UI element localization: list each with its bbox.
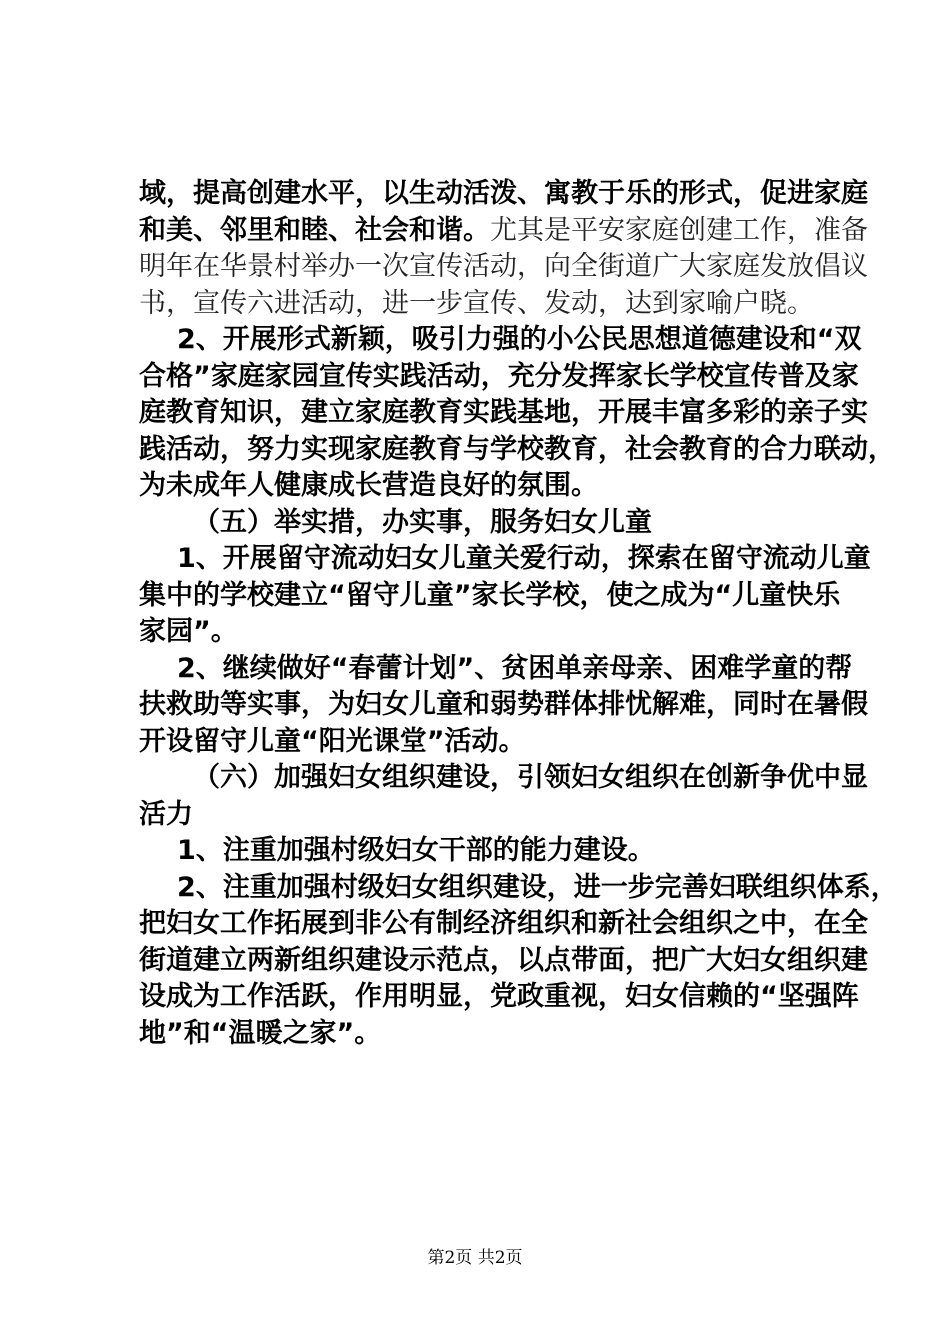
paragraph-line: 2、注重加强村级妇女组织建设，进一步完善妇联组织体系，: [177, 871, 898, 903]
paragraph-line: 街道建立两新组织建设示范点，以点带面，把广大妇女组织建: [139, 944, 868, 976]
paragraph-line: 设成为工作活跃，作用明显，党政重视，妇女信赖的“坚强阵: [139, 981, 859, 1012]
paragraph-line: 为未成年人健康成长营造良好的氛围。: [139, 470, 598, 501]
section-heading: 活力: [139, 798, 193, 830]
paragraph-line-bold-part: 和美、邻里和睦、社会和谐。: [139, 214, 490, 246]
page-number-footer: 第2页 共2页: [427, 1248, 523, 1268]
paragraph-line: 合格”家庭家园宣传实践活动，充分发挥家长学校宣传普及家: [139, 360, 859, 392]
paragraph-line: 地”和“温暖之家”。: [139, 1017, 382, 1049]
paragraph-line: 庭教育知识，建立家庭教育实践基地，开展丰富多彩的亲子实: [139, 397, 868, 428]
paragraph-line: [139, 213, 868, 250]
document-body: [139, 176, 898, 1052]
section-heading: （五）举实措，办实事，服务妇女儿童: [193, 506, 652, 538]
section-heading: （六）加强妇女组织建设，引领妇女组织在创新争优中显: [193, 762, 868, 793]
paragraph-line: 2、开展形式新颖，吸引力强的小公民思想道德建设和“双: [177, 324, 862, 355]
paragraph-line: 1、开展留守流动妇女儿童关爱行动，探索在留守流动儿童: [177, 543, 871, 574]
paragraph-line-light-part: 尤其是平安家庭创建工作，准备: [490, 214, 868, 246]
paragraph-line: 1、注重加强村级妇女干部的能力建设。: [177, 835, 655, 866]
paragraph-line: 书，宣传六进活动，进一步宣传、发动，达到家喻户晓。: [139, 287, 814, 319]
paragraph-line: 2、继续做好“春蕾计划”、贫困单亲母亲、困难学童的帮: [177, 652, 853, 684]
paragraph-line: 践活动，努力实现家庭教育与学校教育，社会教育的合力联动，: [139, 433, 895, 465]
paragraph-line: 把妇女工作拓展到非公有制经济组织和新社会组织之中，在全: [139, 908, 868, 939]
paragraph-line: 家园”。: [139, 616, 238, 647]
paragraph-line: 扶救助等实事，为妇女儿童和弱势群体排忧解难，同时在暑假: [139, 689, 868, 720]
paragraph-line: 域，提高创建水平，以生动活泼、寓教于乐的形式，促进家庭: [139, 178, 868, 209]
paragraph-line: 集中的学校建立“留守儿童”家长学校，使之成为“儿童快乐: [139, 579, 841, 611]
paragraph-line: 明年在华景村举办一次宣传活动，向全街道广大家庭发放倡议: [139, 251, 868, 282]
paragraph-line: 开设留守儿童“阳光课堂”活动。: [139, 725, 526, 757]
